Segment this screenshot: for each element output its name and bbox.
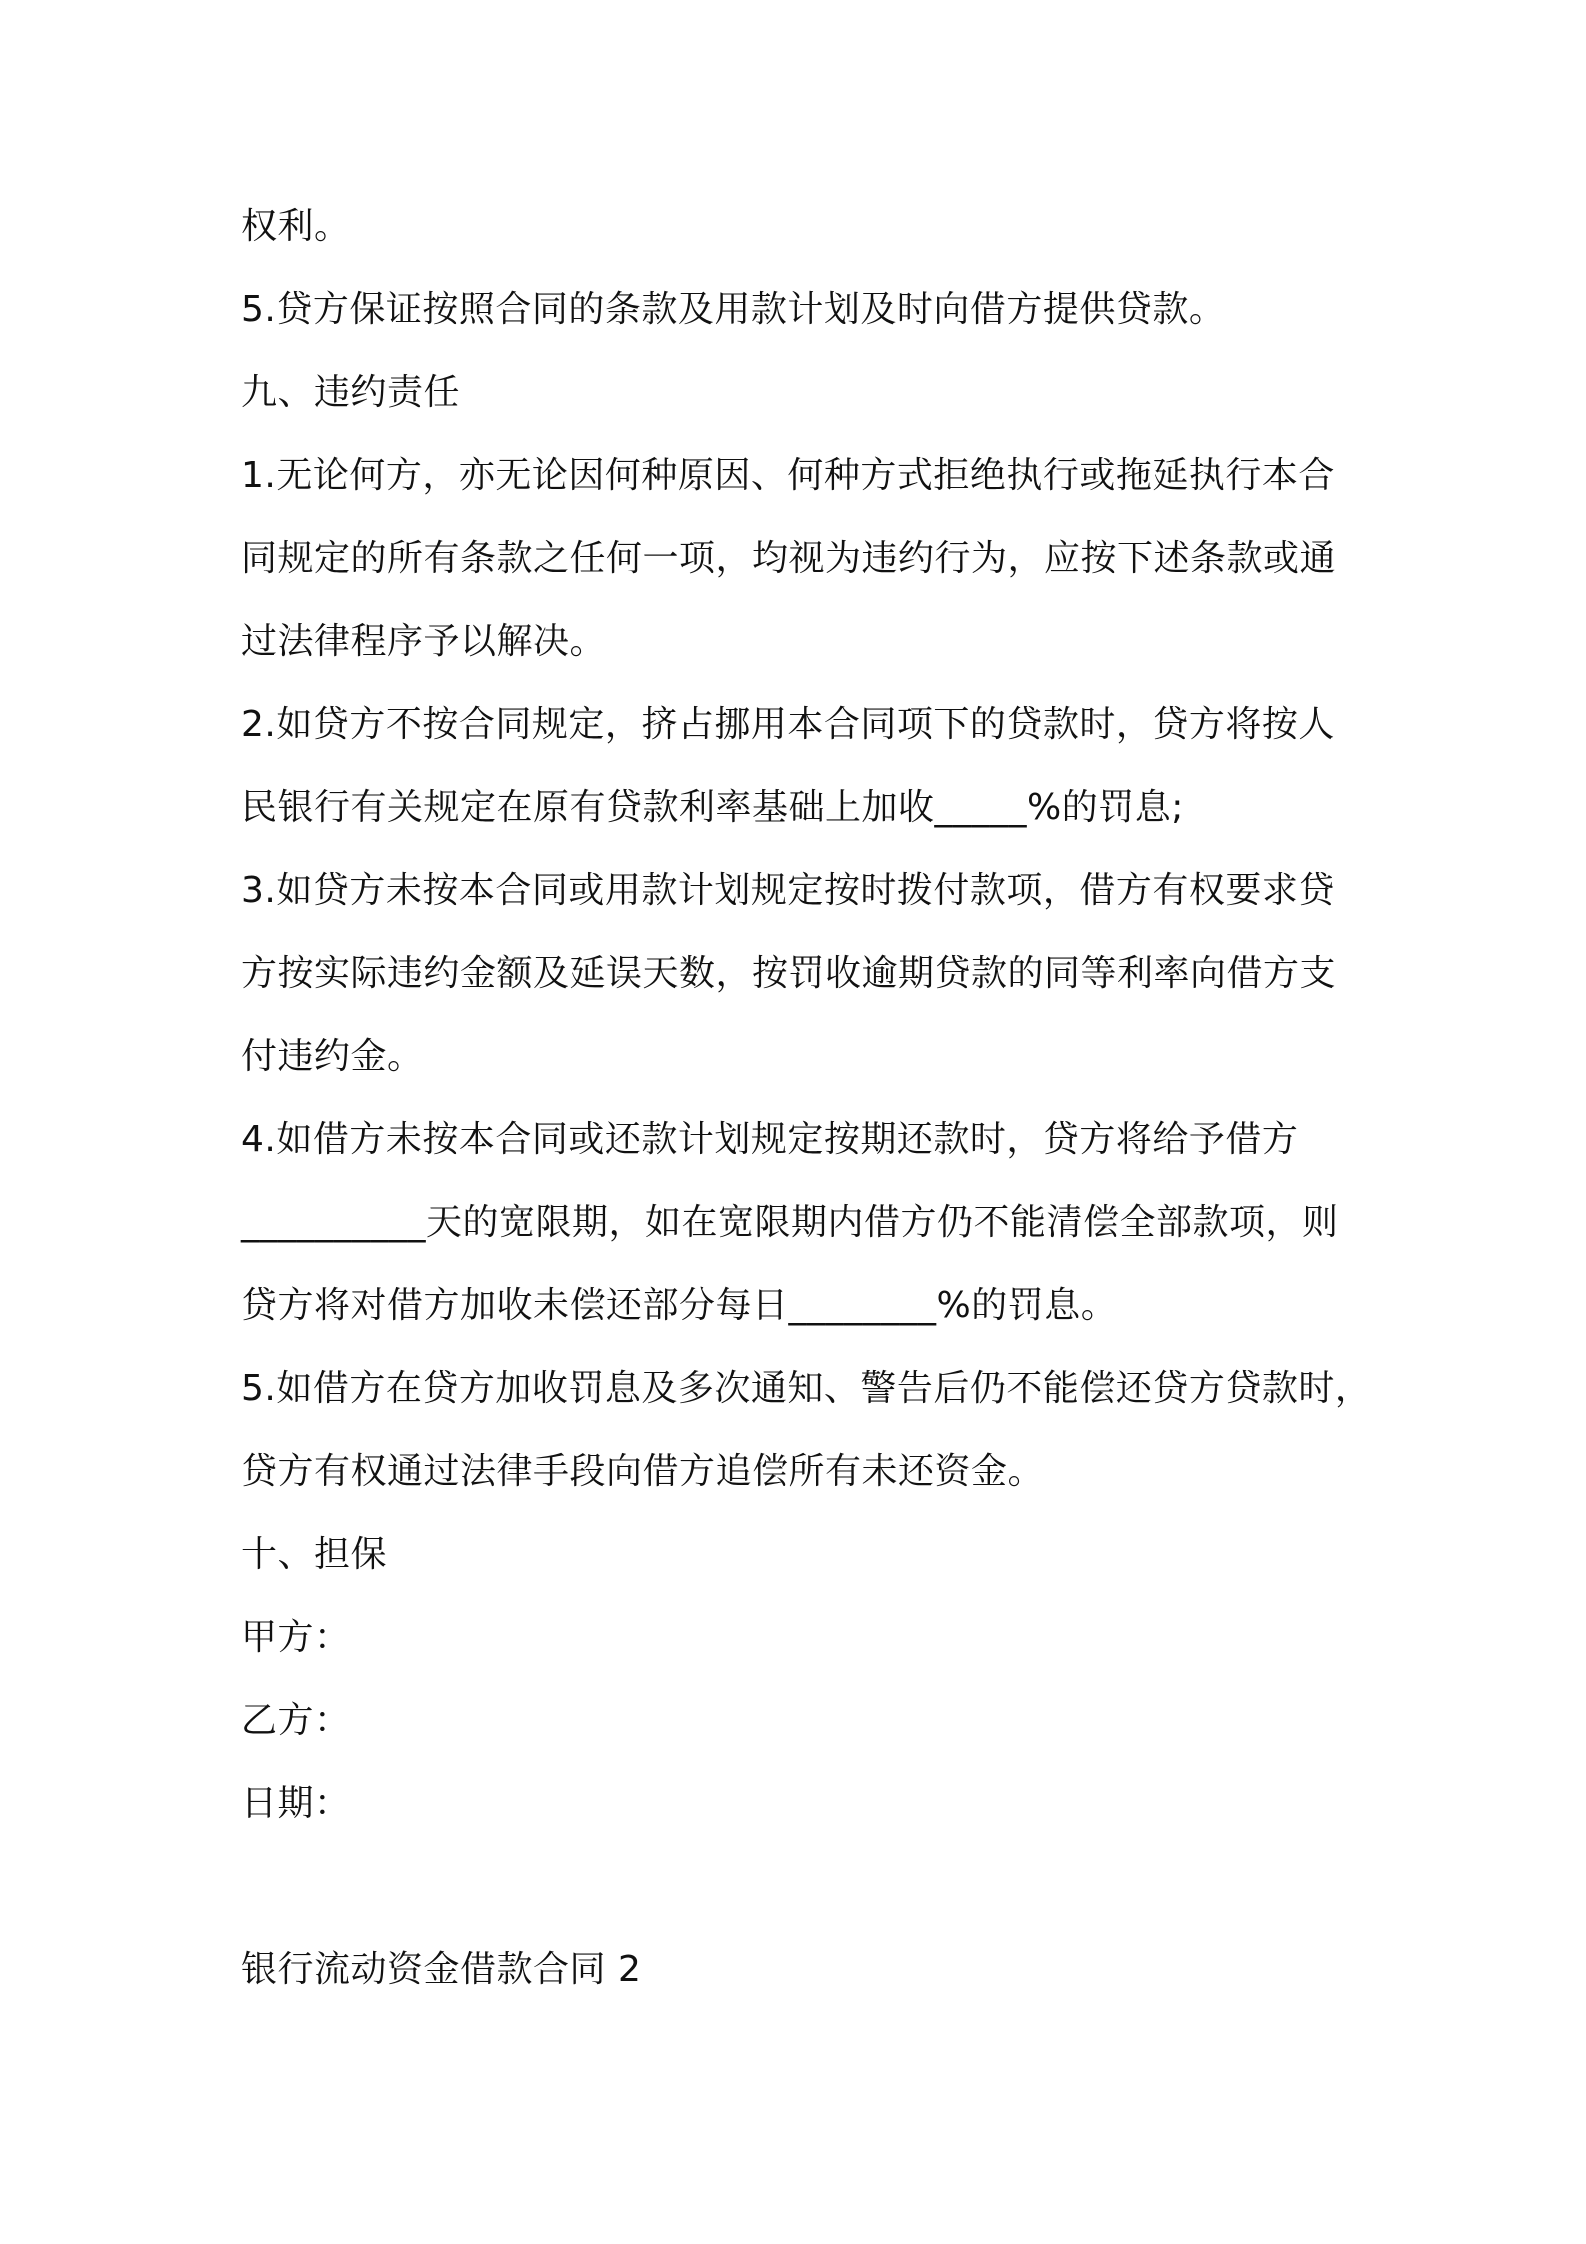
clause-text: 付违约金。 — [241, 1036, 424, 1077]
clause-text: 方按实际违约金额及延误天数，按罚收逾期贷款的同等利率向借方支 — [241, 953, 1337, 994]
clause-text: 3.如贷方未按本合同或用款计划规定按时拨付款项，借方有权要求贷 — [241, 870, 1335, 911]
clause-text: 5.如借方在贷方加收罚息及多次通知、警告后仍不能偿还贷方贷款时， — [241, 1368, 1372, 1409]
clause-text: 5.贷方保证按照合同的条款及用款计划及时向借方提供贷款。 — [241, 289, 1226, 330]
clause-text: 贷方有权通过法律手段向借方追偿所有未还资金。 — [241, 1451, 1045, 1492]
text-line: 权利。 — [241, 206, 351, 247]
clause-text: __________天的宽限期，如在宽限期内借方仍不能清偿全部款项，则 — [241, 1202, 1339, 1243]
section-heading: 十、担保 — [241, 1534, 388, 1575]
clause-text: 1.无论何方，亦无论因何种原因、何种方式拒绝执行或拖延执行本合 — [241, 455, 1335, 496]
clause-text: 过法律程序予以解决。 — [241, 621, 607, 662]
clause-text: 贷方将对借方加收未偿还部分每日________%的罚息。 — [241, 1285, 1118, 1326]
section-heading: 九、违约责任 — [241, 372, 461, 413]
clause-text: 4.如借方未按本合同或还款计划规定按期还款时，贷方将给予借方 — [241, 1119, 1299, 1160]
clause-text: 同规定的所有条款之任何一项，均视为违约行为，应按下述条款或通 — [241, 538, 1337, 579]
party-a-label: 甲方： — [241, 1617, 351, 1658]
clause-text: 2.如贷方不按合同规定，挤占挪用本合同项下的贷款时，贷方将按人 — [241, 704, 1335, 745]
party-b-label: 乙方： — [241, 1700, 351, 1741]
clause-text: 民银行有关规定在原有贷款利率基础上加收_____%的罚息; — [241, 787, 1184, 828]
date-label: 日期： — [241, 1783, 351, 1824]
document-title: 银行流动资金借款合同 2 — [241, 1949, 642, 1990]
